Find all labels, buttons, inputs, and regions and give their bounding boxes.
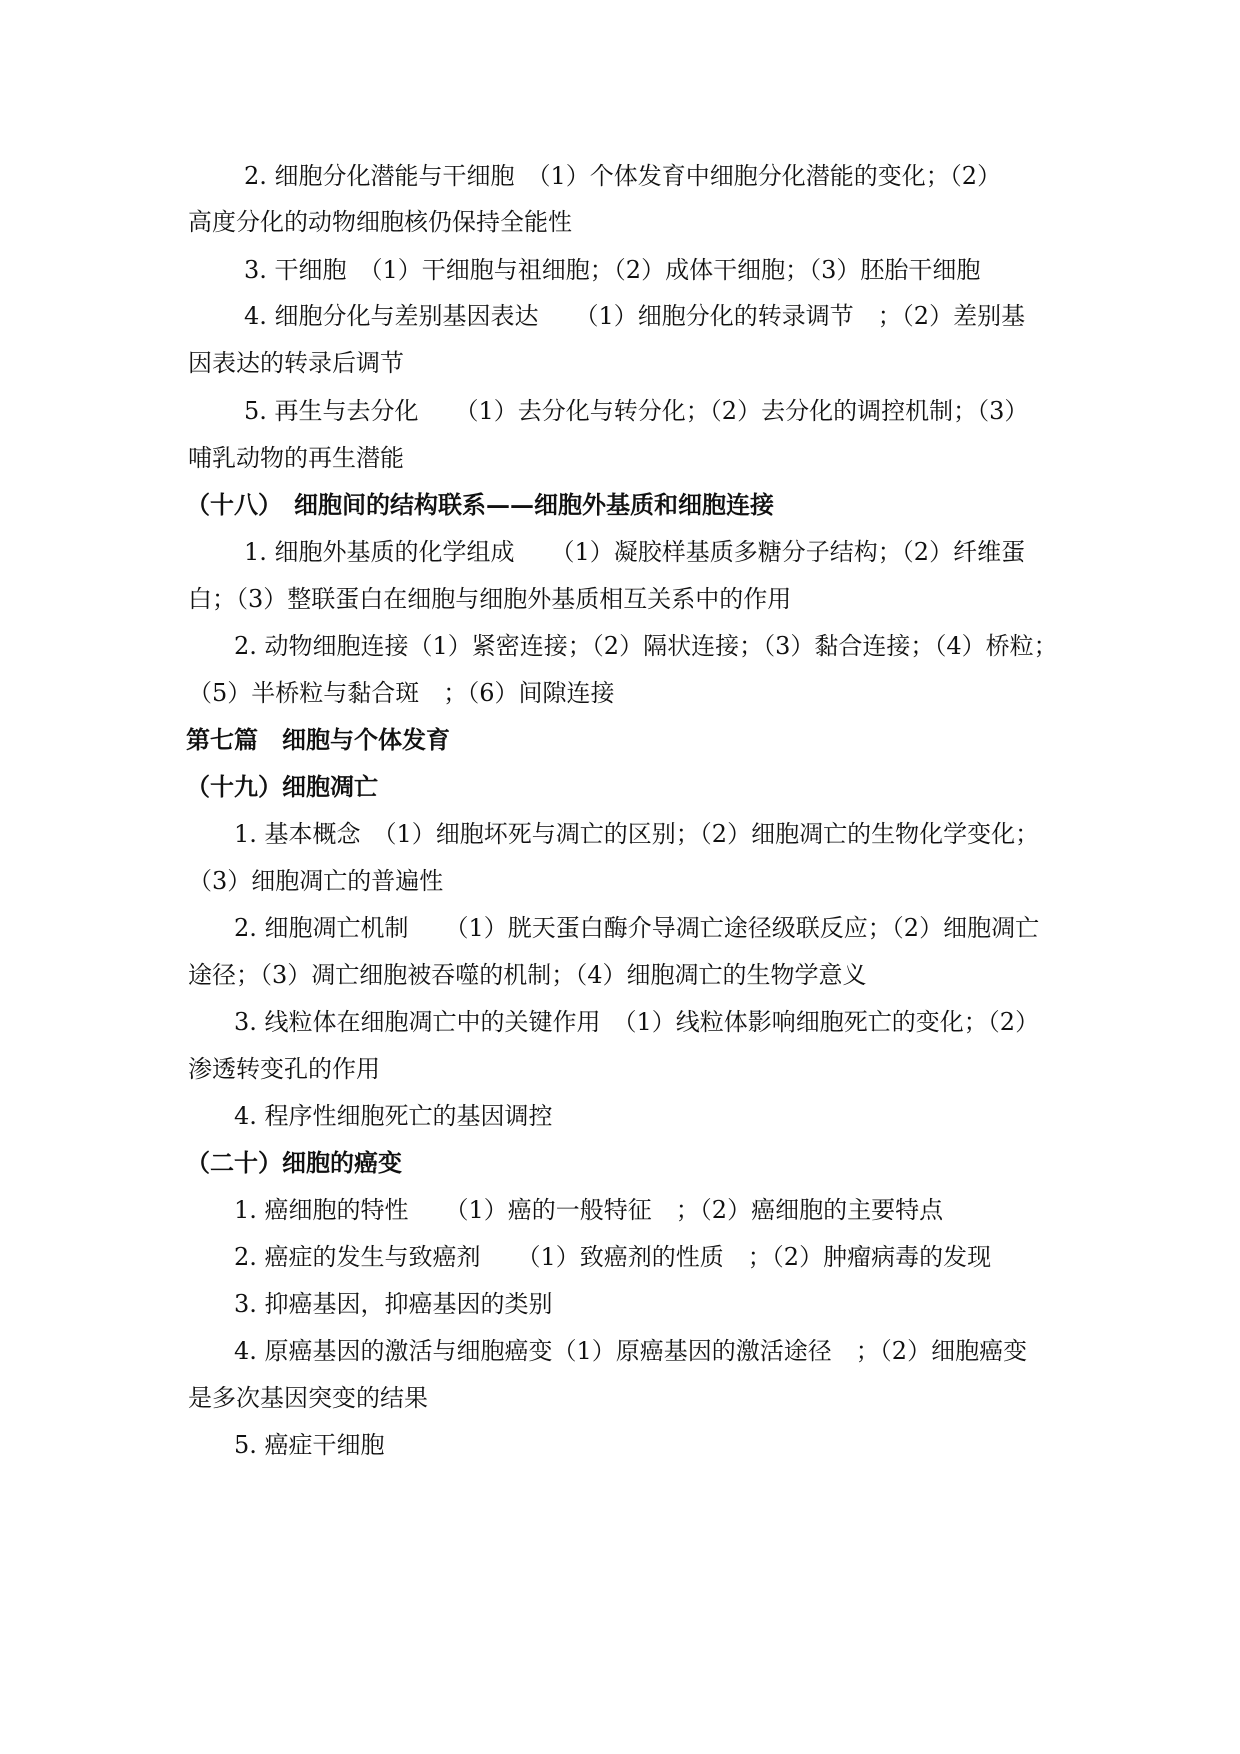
item-4-line-2: 因表达的转录后调节 [188, 349, 404, 377]
item-1-line-2: （3）细胞凋亡的普遍性 [188, 867, 444, 895]
item-1-line-2: 白；（3）整联蛋白在细胞与细胞外基质相互关系中的作用 [188, 585, 792, 613]
section-heading-19: （十九）细胞凋亡 [186, 772, 378, 801]
item-4-line-1: 4. 程序性细胞死亡的基因调控 [234, 1102, 553, 1130]
item-5-line-1: 5. 再生与去分化 （1）去分化与转分化；（2）去分化的调控机制；（3） [244, 397, 1029, 425]
item-2-line-2: （5）半桥粒与黏合斑 ；（6）间隙连接 [188, 679, 615, 707]
item-5-line-1: 5. 癌症干细胞 [234, 1431, 385, 1459]
item-2-line-1: 2. 动物细胞连接（1）紧密连接；（2）隔状连接；（3）黏合连接；（4）桥粒； [234, 632, 1058, 660]
item-3-line-2: 渗透转变孔的作用 [188, 1055, 380, 1083]
item-2-line-1: 2. 细胞分化潜能与干细胞 （1）个体发育中细胞分化潜能的变化；（2） [244, 162, 1002, 190]
section-heading-18: （十八） 细胞间的结构联系——细胞外基质和细胞连接 [186, 490, 774, 519]
item-1-line-1: 1. 基本概念 （1）细胞坏死与凋亡的区别；（2）细胞凋亡的生物化学变化； [234, 820, 1040, 848]
item-5-line-2: 哺乳动物的再生潜能 [188, 444, 404, 472]
part-heading-7: 第七篇 细胞与个体发育 [186, 725, 450, 754]
section-heading-20: （二十）细胞的癌变 [186, 1148, 402, 1177]
item-2-line-2: 高度分化的动物细胞核仍保持全能性 [188, 208, 572, 236]
item-4-line-1: 4. 原癌基因的激活与细胞癌变（1）原癌基因的激活途径 ；（2）细胞癌变 [234, 1337, 1028, 1365]
item-1-line-1: 1. 癌细胞的特性 （1）癌的一般特征 ；（2）癌细胞的主要特点 [234, 1196, 944, 1224]
item-2-line-1: 2. 细胞凋亡机制 （1）胱天蛋白酶介导凋亡途径级联反应；（2）细胞凋亡 [234, 914, 1040, 942]
item-1-line-1: 1. 细胞外基质的化学组成 （1）凝胶样基质多糖分子结构；（2）纤维蛋 [244, 538, 1026, 566]
item-3-line-1: 3. 干细胞 （1）干细胞与祖细胞；（2）成体干细胞；（3）胚胎干细胞 [244, 256, 981, 284]
item-3-line-1: 3. 抑癌基因，抑癌基因的类别 [234, 1290, 553, 1318]
item-4-line-2: 是多次基因突变的结果 [188, 1384, 428, 1412]
item-3-line-1: 3. 线粒体在细胞凋亡中的关键作用 （1）线粒体影响细胞死亡的变化；（2） [234, 1008, 1040, 1036]
item-2-line-2: 途径；（3）凋亡细胞被吞噬的机制；（4）细胞凋亡的生物学意义 [188, 961, 867, 989]
item-2-line-1: 2. 癌症的发生与致癌剂 （1）致癌剂的性质 ；（2）肿瘤病毒的发现 [234, 1243, 992, 1271]
item-4-line-1: 4. 细胞分化与差别基因表达 （1）细胞分化的转录调节 ；（2）差别基 [244, 302, 1026, 330]
